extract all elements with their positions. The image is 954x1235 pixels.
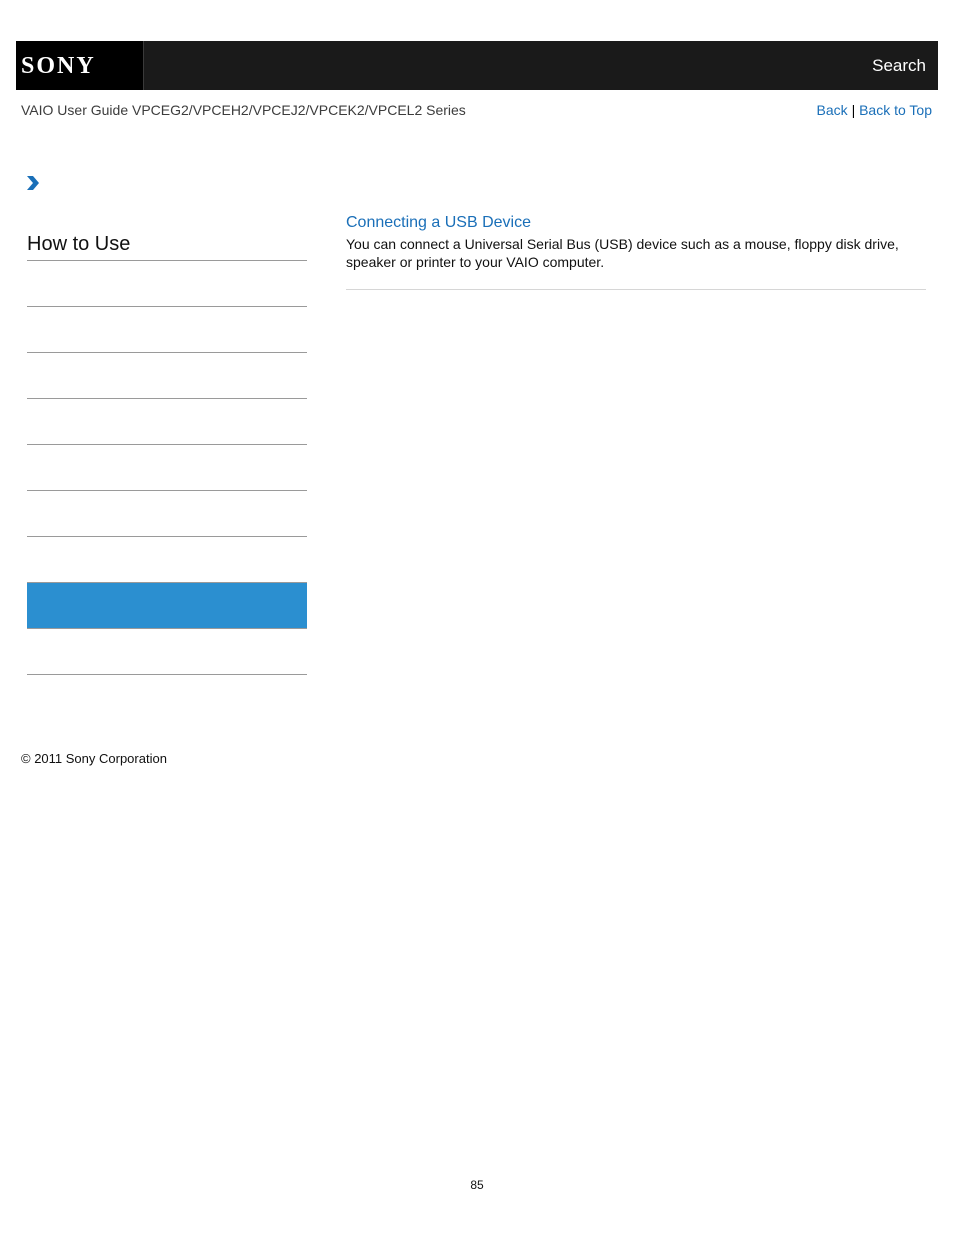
back-to-top-link[interactable]: Back to Top [859, 102, 932, 118]
copyright-text: © 2011 Sony Corporation [21, 751, 167, 766]
sidebar-item-4[interactable] [27, 399, 307, 445]
search-button[interactable]: Search [872, 56, 926, 75]
sidebar-title: How to Use [27, 228, 307, 261]
sidebar-item-8-selected[interactable] [27, 583, 307, 629]
topic-description: You can connect a Universal Serial Bus (USB) device such as a mouse, floppy disk drive, speaker or printer to your VAIO computer. [346, 236, 899, 270]
sony-logo [16, 41, 144, 90]
main-content [346, 213, 926, 290]
sidebar-item-2[interactable] [27, 307, 307, 353]
page-number: 85 [470, 1178, 484, 1192]
guide-title: VAIO User Guide VPCEG2/VPCEH2/VPCEJ2/VPCEK2/VPCEL2 Series [21, 102, 466, 118]
logo-text: SONY [21, 53, 96, 79]
topic-link-connecting-usb-device[interactable]: Connecting a USB Device [346, 214, 531, 231]
content-divider [346, 289, 926, 290]
chevron-right-icon[interactable] [24, 174, 42, 192]
sidebar-item-1[interactable] [27, 261, 307, 307]
sidebar-item-5[interactable] [27, 445, 307, 491]
sidebar [27, 228, 307, 675]
sidebar-item-3[interactable] [27, 353, 307, 399]
sidebar-item-7[interactable] [27, 537, 307, 583]
nav-separator: | [851, 102, 856, 118]
back-link[interactable]: Back [816, 102, 848, 118]
sidebar-item-6[interactable] [27, 491, 307, 537]
top-header-bar [16, 41, 938, 90]
top-navigation [817, 102, 932, 119]
sidebar-item-9[interactable] [27, 629, 307, 675]
